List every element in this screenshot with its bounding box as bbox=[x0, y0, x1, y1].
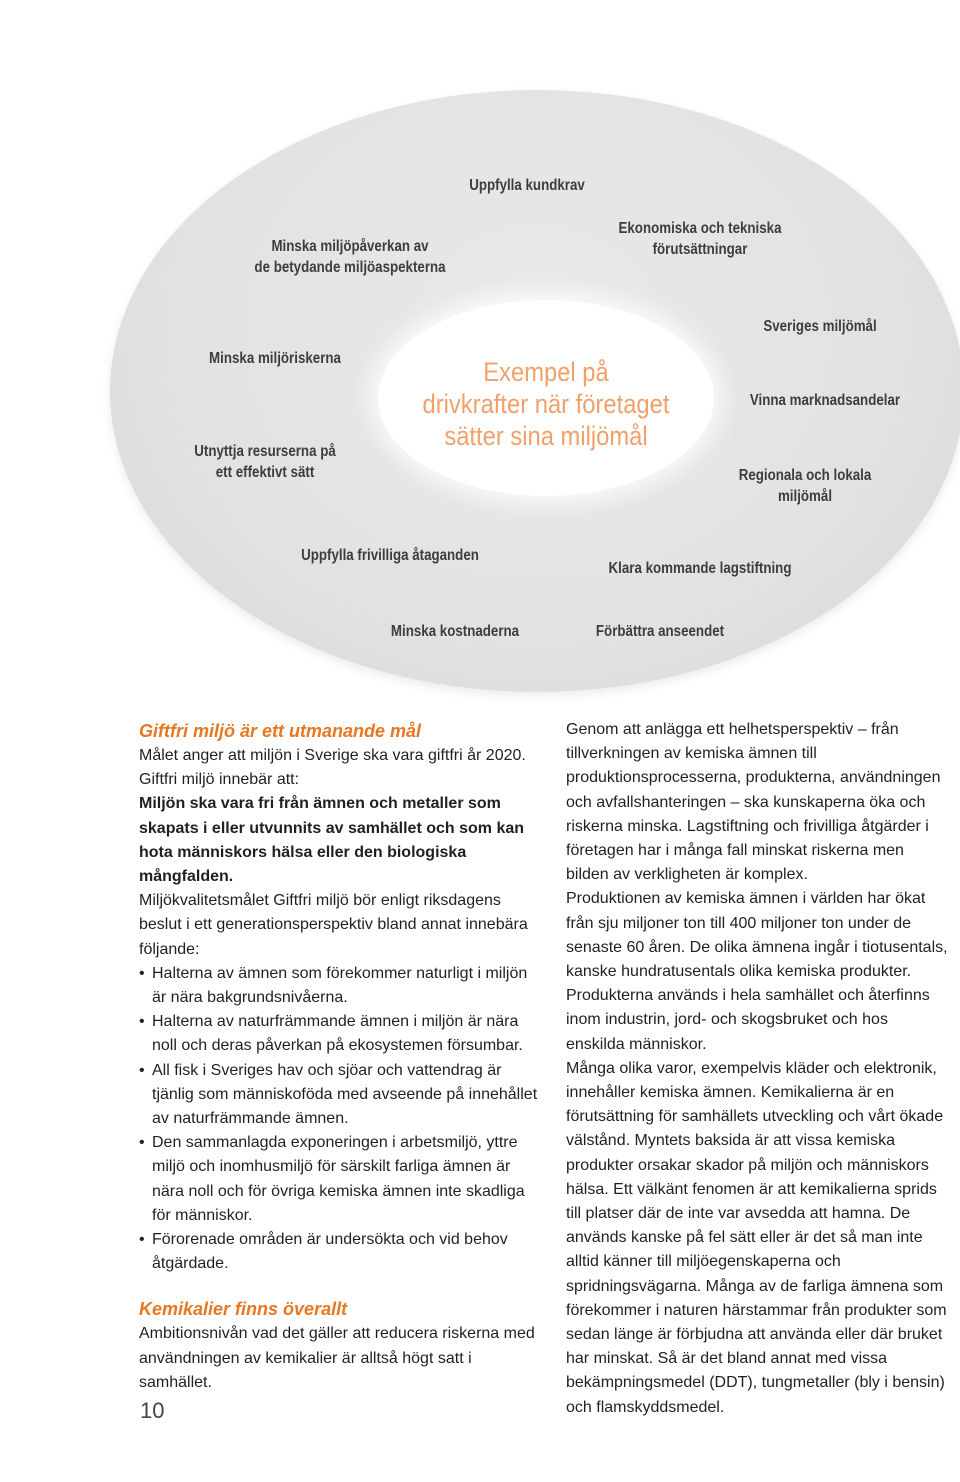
label-ekonomiska-forutsattningar: Ekonomiska och tekniska förutsättningar bbox=[618, 220, 782, 258]
label-forbattra-anseendet: Förbättra anseendet bbox=[595, 623, 725, 640]
goal-definition: Miljön ska vara fri från ämnen och metaller som skapats i eller utvunnits av samhället och som kan hota människors hälsa eller den biologiska mångfalden. bbox=[139, 795, 525, 886]
label-minska-miljopaverkan: Minska miljöpåverkan av de betydande miljöaspekterna bbox=[254, 238, 446, 276]
paragraph: Ambitionsnivån vad det gäller att reducera riskerna med användningen av kemikalier är alltså högt satt i samhället. bbox=[139, 1325, 535, 1391]
paragraph: Många olika varor, exempelvis kläder och elektronik, innehåller kemiska ämnen. Kemikalierna är en förutsättning för samhällets utveckling och vårt ökade välstånd. Myntets baksida är att vissa kemiska produkter orsakar skador på miljön och människors hälsa. Ett välkänt fenomen är att kemikalierna sprids till platser där de inte var avsedda att hamna. De används kanske på fel sätt eller är det så man inte alltid känner till miljöegenskaperna och spridningsvägarna. Många av de farliga ämnena som förekommer i naturen härstammar från produkter som sedan länge är förbjudna att använda eller där bruket har minskat. Så är det bland annat med vissa bekämpningsmedel (DDT), tungmetaller (bly i bensin) och flamskyddsmedel. bbox=[566, 1059, 947, 1416]
paragraph: Giftfri miljö innebär att: bbox=[139, 771, 300, 789]
paragraph: Produktionen av kemiska ämnen i världen har ökat från sju miljoner ton till 400 miljoner ton under de senaste 60 åren. De olika ämnena ingår i tiotusentals, kanske hundratusentals olika kemiska produkter. Produkterna används i hela samhället och återfinns inom industrin, jord- och skogsbruket och hos enskilda människor. bbox=[566, 890, 948, 1053]
label-minska-kostnaderna: Minska kostnaderna bbox=[390, 623, 520, 640]
label-frivilliga-ataganden: Uppfylla frivilliga åtaganden bbox=[301, 547, 479, 564]
right-column bbox=[566, 718, 948, 1420]
paragraph: Genom att anlägga ett helhetsperspektiv – från tillverkningen av kemiska ämnen till produktionsprocesserna, produkterna, användningen och avfallshanteringen – ska kunskaperna öka och riskerna minska. Lagstiftning och frivilliga åtgärder i företagen har i många fall minskat riskerna men bilden av verkligheten är komplex. bbox=[566, 721, 941, 884]
list-item: • All fisk i Sveriges hav och sjöar och vattendrag är tjänlig som människoföda med avseende på innehållet av naturfrämmande ämnen. bbox=[139, 1059, 541, 1132]
label-kommande-lagstiftning: Klara kommande lagstiftning bbox=[608, 560, 792, 577]
label-vinna-marknadsandelar: Vinna marknadsandelar bbox=[749, 392, 901, 409]
list-item: • Förorenade områden är undersökta och vid behov åtgärdade. bbox=[139, 1228, 541, 1276]
section-heading-kemikalier: Kemikalier finns överallt bbox=[139, 1299, 348, 1320]
section-heading-giftfri-miljo: Giftfri miljö är ett utmanande mål bbox=[139, 721, 422, 741]
diagram-title: Exempel på drivkrafter när företaget sätter sina miljömål bbox=[422, 357, 670, 451]
label-uppfylla-kundkrav: Uppfylla kundkrav bbox=[469, 177, 585, 194]
left-column bbox=[139, 718, 541, 1395]
list-item: • Den sammanlagda exponeringen i arbetsmiljö, yttre miljö och inomhusmiljö för särskilt farliga ämnen är nära noll och för övriga kemiska ämnen inte skadliga för människor. bbox=[139, 1131, 541, 1228]
goal-bullet-list bbox=[139, 962, 541, 1277]
paragraph: Målet anger att miljön i Sverige ska vara giftfri år 2020. bbox=[139, 747, 526, 764]
label-minska-miljoriskerna: Minska miljöriskerna bbox=[209, 350, 341, 367]
page-number: 10 bbox=[140, 1398, 165, 1423]
list-item: • Halterna av naturfrämmande ämnen i miljön är nära noll och deras påverkan på ekosystemen försumbar. bbox=[139, 1010, 541, 1058]
label-regionala-lokala-miljomal: Regionala och lokala miljömål bbox=[738, 467, 872, 505]
list-item: • Halterna av ämnen som förekommer naturligt i miljön är nära bakgrundsnivåerna. bbox=[139, 962, 541, 1010]
drivers-diagram bbox=[0, 0, 960, 700]
label-utnyttja-resurserna: Utnyttja resurserna på ett effektivt sätt bbox=[194, 443, 336, 481]
paragraph: Miljökvalitetsmålet Giftfri miljö bör enligt riksdagens beslut i ett generationsperspektiv bland annat innebära följande: bbox=[139, 892, 528, 958]
label-sveriges-miljomal: Sveriges miljömål bbox=[763, 318, 877, 335]
